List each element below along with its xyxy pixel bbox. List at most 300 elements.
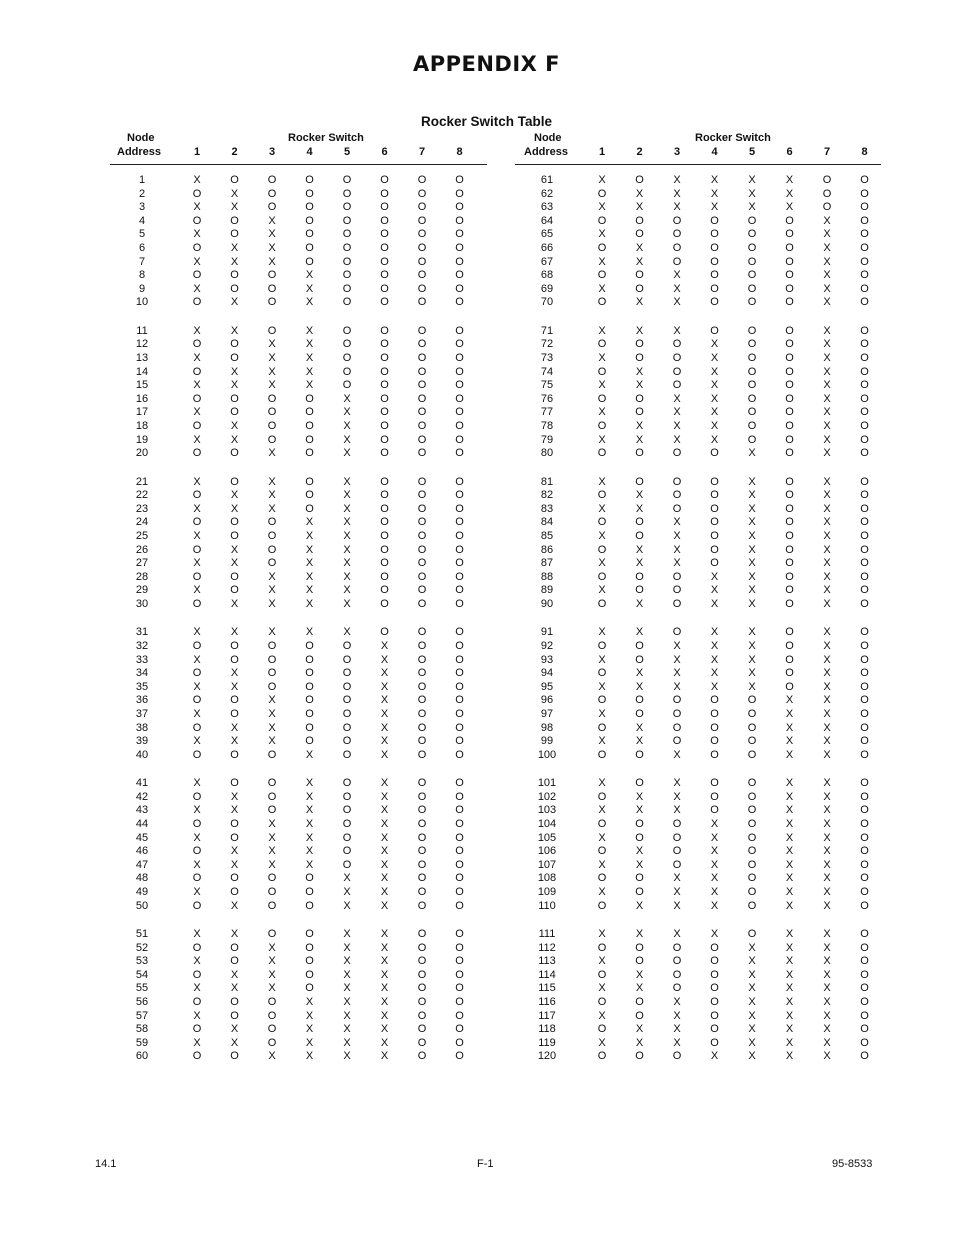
node-address-cell: 93 [540, 653, 554, 666]
table-row [515, 818, 881, 832]
switch-4-cell: O [305, 968, 314, 981]
switch-1-cell: O [192, 941, 202, 954]
switch-4-cell: O [305, 653, 314, 666]
switch-1-cell: O [597, 748, 607, 761]
table-row [110, 900, 487, 914]
switch-1-cell: O [597, 899, 607, 912]
switch-4-cell: O [710, 282, 719, 295]
switch-5-cell: O [342, 721, 352, 734]
switch-3-cell: O [672, 707, 682, 720]
node-address-cell: 48 [135, 872, 149, 885]
node-address-cell: 88 [540, 570, 554, 583]
table-row [110, 694, 487, 708]
switch-4-cell: O [305, 899, 314, 912]
switch-3-cell: O [267, 516, 277, 529]
switch-6-cell: X [785, 1023, 794, 1036]
switch-1-cell: O [597, 214, 607, 227]
switch-7-cell: X [823, 475, 831, 488]
switch-6-cell: O [380, 187, 389, 200]
node-address-cell: 50 [135, 899, 149, 912]
switch-6-cell: X [785, 804, 794, 817]
switch-8-cell: O [455, 282, 464, 295]
switch-4-cell: O [305, 502, 314, 515]
table-row [110, 996, 487, 1010]
switch-7-cell: X [823, 433, 831, 446]
switch-5-cell: O [342, 338, 352, 351]
switch-3-cell: X [673, 1023, 681, 1036]
switch-4-cell: O [305, 255, 314, 268]
table-body [110, 174, 487, 1079]
switch-1-cell: X [193, 707, 201, 720]
switch-4-cell: O [710, 995, 719, 1008]
table-row [515, 406, 881, 420]
node-address-cell: 83 [540, 502, 554, 515]
switch-5-cell: X [748, 516, 756, 529]
switch-8-cell: O [860, 858, 869, 871]
row-group [110, 174, 487, 325]
node-address-cell: 78 [540, 419, 554, 432]
switch-5-cell: X [343, 419, 351, 432]
switch-1-cell: O [597, 1023, 607, 1036]
switch-1-cell: X [598, 584, 606, 597]
switch-2-cell: X [635, 597, 644, 610]
switch-8-cell: O [860, 872, 869, 885]
switch-3-cell: O [672, 597, 682, 610]
table-row [515, 777, 881, 791]
switch-8-cell: O [860, 817, 869, 830]
table-row [110, 955, 487, 969]
switch-8-cell: O [860, 597, 869, 610]
header-switch-3: 3 [268, 146, 276, 158]
switch-7-cell: X [823, 570, 831, 583]
switch-2-cell: O [230, 694, 239, 707]
node-address-cell: 75 [540, 379, 554, 392]
switch-7-cell: O [417, 351, 427, 364]
node-address-cell: 55 [135, 982, 149, 995]
switch-3-cell: O [672, 858, 682, 871]
switch-5-cell: X [748, 570, 756, 583]
table-row [515, 325, 881, 339]
table-row [515, 188, 881, 202]
switch-1-cell: O [192, 872, 202, 885]
switch-7-cell: O [417, 968, 427, 981]
switch-4-cell: X [305, 584, 314, 597]
switch-8-cell: O [455, 790, 464, 803]
switch-6-cell: O [785, 529, 794, 542]
switch-4-cell: X [710, 899, 719, 912]
switch-7-cell: O [417, 653, 427, 666]
switch-8-cell: O [860, 694, 869, 707]
switch-3-cell: X [268, 982, 276, 995]
switch-4-cell: X [305, 516, 314, 529]
switch-5-cell: X [343, 597, 351, 610]
switch-7-cell: X [823, 817, 831, 830]
switch-8-cell: O [860, 543, 869, 556]
node-address-cell: 103 [537, 804, 557, 817]
switch-6-cell: O [785, 433, 794, 446]
switch-8-cell: O [860, 626, 869, 639]
switch-8-cell: O [860, 707, 869, 720]
switch-3-cell: O [267, 995, 277, 1008]
switch-8-cell: O [455, 419, 464, 432]
table-row [515, 516, 881, 530]
switch-8-cell: O [455, 845, 464, 858]
switch-6-cell: O [785, 228, 794, 241]
switch-5-cell: X [343, 584, 351, 597]
table-row [515, 1050, 881, 1064]
switch-6-cell: O [380, 324, 389, 337]
switch-2-cell: O [230, 338, 239, 351]
switch-4-cell: X [710, 927, 719, 940]
switch-8-cell: O [860, 282, 869, 295]
switch-7-cell: X [823, 707, 831, 720]
switch-3-cell: O [672, 584, 682, 597]
table-row [110, 928, 487, 942]
switch-6-cell: X [380, 899, 389, 912]
switch-6-cell: X [380, 982, 389, 995]
switch-3-cell: X [268, 255, 276, 268]
switch-8-cell: O [860, 968, 869, 981]
node-address-cell: 72 [540, 338, 554, 351]
switch-2-cell: O [635, 748, 644, 761]
switch-7-cell: O [417, 489, 427, 502]
switch-8-cell: O [455, 597, 464, 610]
switch-7-cell: X [823, 324, 831, 337]
switch-6-cell: O [380, 241, 389, 254]
table-row [515, 201, 881, 215]
switch-5-cell: O [342, 351, 352, 364]
switch-5-cell: O [747, 694, 757, 707]
switch-7-cell: O [417, 557, 427, 570]
node-address-cell: 111 [538, 927, 556, 940]
switch-4-cell: X [305, 365, 314, 378]
node-address-cell: 33 [135, 653, 149, 666]
node-address-cell: 64 [540, 214, 554, 227]
switch-2-cell: O [635, 955, 644, 968]
table-row [110, 406, 487, 420]
node-address-cell: 97 [540, 707, 554, 720]
switch-2-cell: O [635, 639, 644, 652]
switch-6-cell: O [380, 174, 389, 186]
switch-4-cell: X [305, 777, 314, 790]
switch-8-cell: O [860, 1036, 869, 1049]
table-row [515, 296, 881, 310]
node-address-cell: 101 [537, 777, 557, 790]
switch-2-cell: O [635, 777, 644, 790]
switch-2-cell: X [635, 433, 644, 446]
switch-6-cell: X [785, 1036, 794, 1049]
switch-1-cell: X [193, 475, 201, 488]
switch-7-cell: O [417, 543, 427, 556]
header-switch-2: 2 [636, 146, 643, 158]
table-right-half [515, 132, 881, 1079]
switch-3-cell: X [673, 995, 681, 1008]
node-address-cell: 2 [138, 187, 146, 200]
switch-6-cell: O [785, 282, 794, 295]
table-row [110, 942, 487, 956]
switch-8-cell: O [860, 201, 869, 214]
header-switch-4: 4 [711, 146, 718, 158]
switch-1-cell: O [192, 694, 202, 707]
switch-8-cell: O [860, 406, 869, 419]
switch-8-cell: O [455, 570, 464, 583]
switch-6-cell: X [785, 748, 794, 761]
switch-4-cell: X [710, 433, 719, 446]
node-address-cell: 68 [540, 269, 554, 282]
switch-8-cell: O [455, 872, 464, 885]
switch-2-cell: O [230, 570, 239, 583]
node-address-cell: 94 [540, 667, 554, 680]
switch-3-cell: X [268, 570, 276, 583]
node-address-cell: 46 [135, 845, 149, 858]
node-address-cell: 98 [540, 721, 554, 734]
node-address-cell: 39 [135, 735, 149, 748]
node-address-cell: 109 [537, 885, 557, 898]
switch-4-cell: O [710, 707, 719, 720]
switch-8-cell: O [455, 489, 464, 502]
switch-3-cell: X [673, 187, 681, 200]
table-header [110, 132, 487, 165]
header-switch-4: 4 [306, 146, 313, 158]
switch-2-cell: X [230, 667, 239, 680]
switch-7-cell: X [823, 597, 831, 610]
switch-5-cell: X [748, 941, 756, 954]
switch-2-cell: X [635, 419, 644, 432]
switch-2-cell: X [635, 845, 644, 858]
switch-2-cell: X [230, 489, 239, 502]
switch-7-cell: O [417, 338, 427, 351]
switch-6-cell: O [380, 516, 389, 529]
table-row [515, 654, 881, 668]
node-address-cell: 59 [135, 1036, 149, 1049]
switch-2-cell: O [635, 351, 644, 364]
switch-4-cell: O [305, 419, 314, 432]
table-header [515, 132, 881, 165]
switch-3-cell: X [673, 557, 681, 570]
switch-8-cell: O [455, 777, 464, 790]
switch-2-cell: X [635, 1036, 644, 1049]
table-row [110, 832, 487, 846]
switch-8-cell: O [860, 955, 869, 968]
table-row [110, 571, 487, 585]
switch-1-cell: O [597, 597, 607, 610]
switch-2-cell: X [230, 419, 239, 432]
switch-1-cell: O [597, 968, 607, 981]
switch-6-cell: X [380, 653, 389, 666]
switch-5-cell: X [343, 1023, 351, 1036]
switch-3-cell: X [673, 639, 681, 652]
switch-7-cell: X [823, 1023, 831, 1036]
switch-3-cell: X [673, 296, 681, 309]
table-row [110, 366, 487, 380]
switch-5-cell: X [343, 557, 351, 570]
switch-4-cell: O [305, 392, 314, 405]
switch-1-cell: O [597, 447, 607, 460]
switch-7-cell: X [823, 241, 831, 254]
switch-7-cell: X [823, 365, 831, 378]
switch-4-cell: X [710, 406, 719, 419]
switch-6-cell: O [785, 447, 794, 460]
switch-8-cell: O [455, 433, 464, 446]
switch-2-cell: O [635, 872, 644, 885]
switch-6-cell: O [380, 255, 389, 268]
switch-2-cell: O [635, 282, 644, 295]
table-row [515, 544, 881, 558]
switch-5-cell: X [748, 639, 756, 652]
switch-5-cell: X [748, 653, 756, 666]
table-row [110, 215, 487, 229]
switch-1-cell: O [597, 419, 607, 432]
table-row [110, 708, 487, 722]
switch-7-cell: O [822, 201, 832, 214]
switch-5-cell: X [748, 475, 756, 488]
switch-6-cell: X [785, 955, 794, 968]
node-address-cell: 76 [540, 392, 554, 405]
switch-2-cell: O [230, 1050, 239, 1063]
switch-4-cell: O [305, 447, 314, 460]
switch-5-cell: O [747, 406, 757, 419]
switch-3-cell: O [672, 941, 682, 954]
node-address-cell: 96 [540, 694, 554, 707]
switch-2-cell: X [635, 927, 644, 940]
switch-2-cell: O [635, 817, 644, 830]
node-address-cell: 11 [136, 324, 148, 337]
node-address-cell: 32 [135, 639, 149, 652]
switch-7-cell: O [417, 296, 427, 309]
switch-7-cell: O [417, 694, 427, 707]
switch-2-cell: X [230, 982, 239, 995]
table-row [110, 338, 487, 352]
node-address-cell: 26 [135, 543, 149, 556]
switch-5-cell: O [342, 667, 352, 680]
table-row [110, 777, 487, 791]
switch-4-cell: X [305, 351, 314, 364]
switch-2-cell: O [635, 269, 644, 282]
switch-2-cell: O [635, 447, 644, 460]
switch-4-cell: X [710, 419, 719, 432]
switch-8-cell: O [455, 543, 464, 556]
switch-4-cell: O [305, 735, 314, 748]
switch-8-cell: O [455, 365, 464, 378]
switch-6-cell: O [380, 406, 389, 419]
switch-1-cell: X [598, 502, 606, 515]
header-switch-1: 1 [598, 146, 606, 158]
node-address-cell: 90 [540, 597, 554, 610]
switch-2-cell: X [635, 667, 644, 680]
header-switch-2: 2 [231, 146, 238, 158]
switch-8-cell: O [455, 707, 464, 720]
switch-2-cell: X [635, 502, 644, 515]
switch-2-cell: O [230, 584, 239, 597]
switch-4-cell: X [305, 831, 314, 844]
switch-5-cell: O [747, 433, 757, 446]
switch-5-cell: O [747, 831, 757, 844]
switch-3-cell: X [673, 1009, 681, 1022]
node-address-cell: 108 [537, 872, 557, 885]
switch-5-cell: X [343, 872, 351, 885]
node-address-cell: 17 [135, 406, 149, 419]
switch-1-cell: O [192, 721, 202, 734]
switch-8-cell: O [455, 557, 464, 570]
node-address-cell: 69 [540, 282, 554, 295]
switch-7-cell: O [417, 777, 427, 790]
switch-5-cell: O [747, 735, 757, 748]
switch-4-cell: X [305, 790, 314, 803]
switch-1-cell: O [192, 365, 202, 378]
switch-4-cell: X [305, 804, 314, 817]
switch-7-cell: O [417, 214, 427, 227]
switch-2-cell: O [230, 406, 239, 419]
switch-6-cell: X [380, 639, 389, 652]
switch-2-cell: X [230, 543, 239, 556]
switch-7-cell: O [417, 447, 427, 460]
switch-5-cell: O [747, 269, 757, 282]
switch-7-cell: O [417, 626, 427, 639]
table-row [515, 420, 881, 434]
switch-7-cell: X [823, 831, 831, 844]
switch-3-cell: O [672, 817, 682, 830]
switch-6-cell: O [785, 543, 794, 556]
switch-5-cell: O [342, 831, 352, 844]
switch-7-cell: X [823, 419, 831, 432]
switch-3-cell: X [673, 680, 681, 693]
switch-7-cell: X [823, 872, 831, 885]
switch-3-cell: X [268, 858, 276, 871]
switch-6-cell: X [785, 777, 794, 790]
table-row [110, 379, 487, 393]
node-address-cell: 102 [537, 790, 557, 803]
switch-2-cell: O [635, 214, 644, 227]
switch-5-cell: O [342, 804, 352, 817]
switch-6-cell: X [380, 680, 389, 693]
switch-7-cell: X [823, 296, 831, 309]
switch-1-cell: X [598, 707, 606, 720]
switch-3-cell: O [672, 489, 682, 502]
switch-8-cell: O [860, 365, 869, 378]
switch-7-cell: X [823, 899, 831, 912]
switch-6-cell: O [380, 351, 389, 364]
switch-8-cell: O [455, 639, 464, 652]
switch-2-cell: X [230, 201, 239, 214]
node-address-cell: 86 [540, 543, 554, 556]
switch-1-cell: X [598, 557, 606, 570]
switch-1-cell: X [193, 174, 201, 186]
switch-6-cell: X [785, 927, 794, 940]
switch-1-cell: X [193, 858, 201, 871]
switch-6-cell: O [380, 392, 389, 405]
switch-3-cell: X [268, 489, 276, 502]
switch-4-cell: O [305, 707, 314, 720]
switch-8-cell: O [455, 187, 464, 200]
switch-2-cell: X [635, 187, 644, 200]
switch-7-cell: X [823, 995, 831, 1008]
switch-3-cell: X [268, 351, 276, 364]
switch-6-cell: X [785, 858, 794, 871]
switch-7-cell: O [417, 790, 427, 803]
switch-2-cell: O [635, 995, 644, 1008]
switch-2-cell: O [230, 529, 239, 542]
switch-7-cell: X [823, 639, 831, 652]
switch-4-cell: X [305, 338, 314, 351]
switch-7-cell: X [823, 502, 831, 515]
switch-1-cell: O [597, 694, 607, 707]
switch-7-cell: O [417, 228, 427, 241]
switch-2-cell: X [230, 187, 239, 200]
switch-8-cell: O [455, 1023, 464, 1036]
table-row [515, 338, 881, 352]
switch-5-cell: O [342, 707, 352, 720]
switch-4-cell: X [710, 872, 719, 885]
